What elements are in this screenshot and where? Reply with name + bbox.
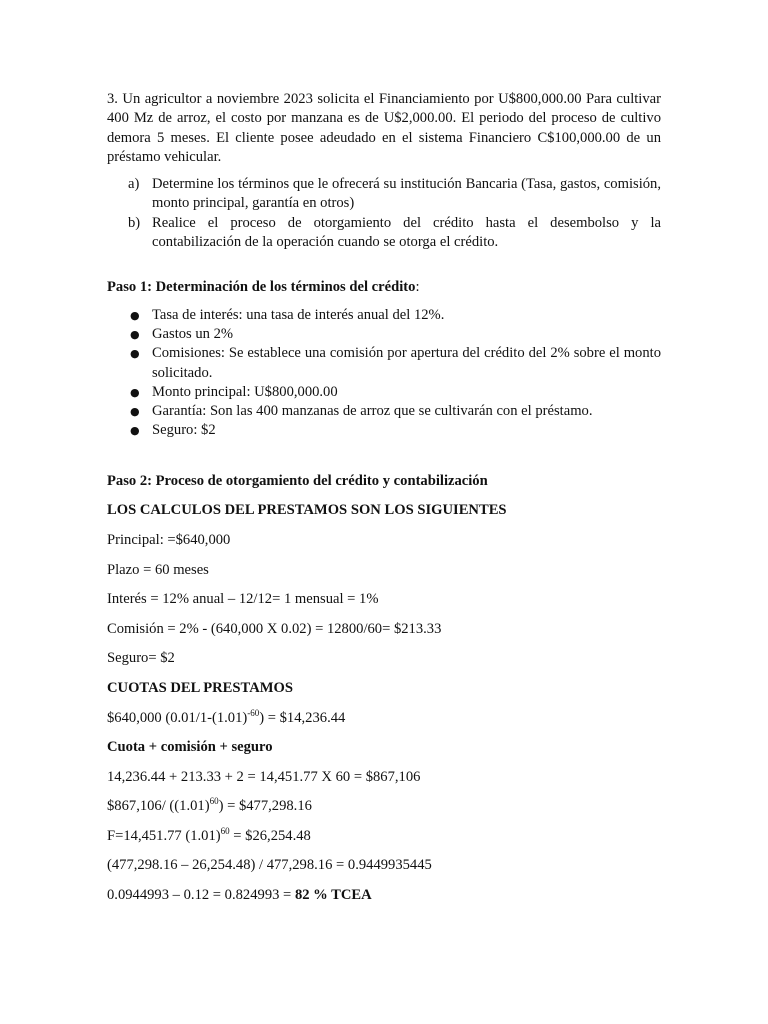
tcea-result: 82 % TCEA xyxy=(294,887,372,904)
calc-comision: Comisión = 2% - (640,000 X 0.02) = 12800/60= $213.33 xyxy=(107,620,442,637)
calc-interes: Interés = 12% anual – 12/12= 1 mensual = 1% xyxy=(107,591,379,608)
formula-exponent: 60 xyxy=(220,825,230,836)
term-text: Tasa de interés: una tasa de interés anual del 12%. xyxy=(152,306,445,323)
term-text: Gastos un 2% xyxy=(152,325,234,342)
calc-future-value xyxy=(107,827,661,846)
step1-colon: : xyxy=(415,279,420,296)
calculation-section xyxy=(107,501,661,905)
formula-part: ) = $477,298.16 xyxy=(218,798,312,815)
question-text: Determine los términos que le ofrecerá su institución Bancaria (Tasa, gastos, comisión, monto principal, garantía en otros) xyxy=(152,176,661,212)
calc-cuota-formula xyxy=(107,709,661,728)
problem-statement: 3. Un agricultor a noviembre 2023 solicita el Financiamiento por U$800,000.00 Para cultivar 400 Mz de arroz, el costo por manzana es de U$2,000.00. El periodo del proceso de cultivo demora 5 meses. El cliente posee adeudado en el sistema Financiero C$100,000.00 de un préstamo vehicular. xyxy=(107,91,661,165)
step1-heading xyxy=(107,278,661,297)
calc-heading: LOS CALCULOS DEL PRESTAMOS SON LOS SIGUIENTES xyxy=(107,502,507,519)
terms-list xyxy=(107,306,661,441)
calc-plazo: Plazo = 60 meses xyxy=(107,561,209,578)
cuotas-heading: CUOTAS DEL PRESTAMOS xyxy=(107,679,293,696)
bullet-icon: ● xyxy=(130,424,140,438)
calc-cuota-sum: 14,236.44 + 213.33 + 2 = 14,451.77 X 60 = $867,106 xyxy=(107,768,421,785)
bullet-icon: ● xyxy=(130,385,140,399)
formula-exponent: 60 xyxy=(209,796,219,807)
formula-part: $867,106/ ((1.01) xyxy=(107,798,210,815)
list-item xyxy=(107,344,661,383)
question-list xyxy=(107,175,661,252)
formula-exponent: -60 xyxy=(247,707,260,718)
calc-seguro: Seguro= $2 xyxy=(107,650,175,667)
bullet-icon: ● xyxy=(130,308,140,322)
formula-part: ) = $14,236.44 xyxy=(259,709,346,726)
bullet-icon: ● xyxy=(130,327,140,341)
formula-part: = $26,254.48 xyxy=(229,827,311,844)
list-item xyxy=(107,383,661,402)
bullet-icon: ● xyxy=(130,347,140,361)
list-item xyxy=(107,306,661,325)
list-item xyxy=(107,402,661,421)
question-b xyxy=(107,214,661,253)
calc-principal: Principal: =$640,000 xyxy=(107,531,231,548)
formula-part: $640,000 (0.01/1-(1.01) xyxy=(107,709,248,726)
question-marker: b) xyxy=(128,214,141,231)
document-body xyxy=(107,90,661,905)
term-text: Seguro: $2 xyxy=(152,422,216,439)
term-text: Comisiones: Se establece una comisión por apertura del crédito del 2% sobre el monto solicitado. xyxy=(152,345,661,381)
calc-present-value xyxy=(107,797,661,816)
question-marker: a) xyxy=(128,176,140,193)
list-item xyxy=(107,421,661,440)
cuota-sum-heading: Cuota + comisión + seguro xyxy=(107,739,273,756)
term-text: Monto principal: U$800,000.00 xyxy=(152,383,338,400)
bullet-icon: ● xyxy=(130,405,140,419)
question-a xyxy=(107,175,661,214)
formula-part: F=14,451.77 (1.01) xyxy=(107,827,221,844)
step1-title: Paso 1: Determinación de los términos del crédito xyxy=(107,279,416,296)
term-text: Garantía: Son las 400 manzanas de arroz que se cultivarán con el préstamo. xyxy=(152,403,593,420)
question-text: Realice el proceso de otorgamiento del crédito hasta el desembolso y la contabilización de la operación cuando se otorga el crédito. xyxy=(152,214,661,251)
calc-final xyxy=(107,886,661,905)
list-item xyxy=(107,325,661,344)
calc-ratio: (477,298.16 – 26,254.48) / 477,298.16 = 0.9449935445 xyxy=(107,857,432,874)
formula-part: 0.0944993 – 0.12 = 0.824993 = xyxy=(107,887,295,904)
step2-heading: Paso 2: Proceso de otorgamiento del crédito y contabilización xyxy=(107,472,488,489)
